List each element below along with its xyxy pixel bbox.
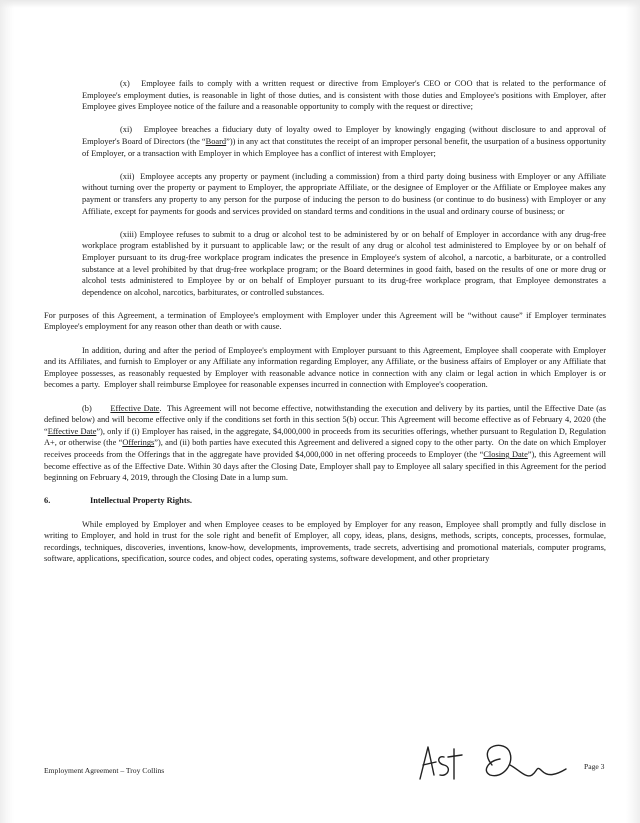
- section-6-paragraph: While employed by Employer and when Employee ceases to be employed by Employer for any reason, Employee shall promptly and fully disclose in writing to Employer, and hold in trust for the sole right and benefit of Employer, all copy, ideas, plans, designs, methods, scripts, concepts, processes, formulae, recordings, techniques, discoveries, inventions, know-how, developments, improvements, trade secrets, advertising and promotional materials, computer programs, software, applications, specification, source codes, and object codes, operating systems, software development, and other proprietary: [44, 519, 606, 564]
- section-6-title: Intellectual Property Rights.: [90, 496, 192, 506]
- clause-xi: [44, 124, 606, 159]
- section-6-heading: [44, 495, 606, 507]
- clause-xi-text-2: ”)) in any act that constitutes the receipt of an improper personal benefit, the usurpation of a business opportunity of Employer, or a transaction with Employer in which Employee has a conflict of interest with Employer;: [82, 136, 606, 158]
- effective-text-4: ”), this Agreement will become effective as of the Effective Date. Within 30 days after the Closing Date, Employer shall pay to Employee all salary specified in this Agreement for the period beginning on February 4, 2019, through the Closing Date in a lump sum.: [44, 450, 606, 483]
- section-6-number: 6.: [44, 496, 51, 506]
- without-cause-paragraph: For purposes of this Agreement, a termination of Employee's employment with Employer under this Agreement will be “without cause” if Employer terminates Employee's employment for any reason other than death or with cause.: [44, 310, 606, 332]
- defined-term-board: Board: [205, 136, 227, 146]
- cooperation-paragraph: In addition, during and after the period of Employee's employment with Employer pursuant to this Agreement, Employee shall cooperate with Employer and its Affiliates, and furnish to Employer or any Affiliate any information regarding Employer, any Affiliate, or the business affairs of Employer or any Affiliate that Employee possesses, as reasonably requested by Employer with reasonable advance notice in connection with any claim or legal action in which Employer is or becomes a party. Employer shall reimburse Employee for reasonable expenses incurred in connection with Employee's cooperation.: [44, 345, 606, 390]
- defined-term-offerings: Offerings: [122, 438, 155, 448]
- clause-xi-text-1: (xi) Employee breaches a fiduciary duty of loyalty owed to Employer by knowingly engaging (without disclosure to and approval of Employer's Board of Directors (the “: [82, 125, 606, 146]
- signature-initials: [414, 735, 574, 787]
- clause-x: (x) Employee fails to comply with a written request or directive from Employer's CEO or COO that is related to the performance of Employee's employment duties, is reasonable in light of those duties, and is consistent with those duties and Employee's positions with Employer, after Employee gives Employee notice of the failure and a reasonable opportunity to comply with the request or directive;: [82, 79, 606, 112]
- effective-date-label: (b): [82, 403, 92, 413]
- effective-date-paragraph: [44, 403, 606, 484]
- defined-term-closing-date: Closing Date: [483, 450, 528, 459]
- effective-text-3: ”), and (ii) both parties have executed this Agreement and delivered a signed copy to the other party. On the date on which Employer receives proceeds from the Offerings that in the aggregate have provided $4,000,000 in net offering proceeds to Employer (the “: [44, 438, 607, 459]
- effective-text-2: ”), only if (i) Employer has raised, in the aggregate, $4,000,000 in proceeds from its securities offerings, whether pursuant to Regulation D, Regulation A+, or otherwise (the “: [44, 426, 606, 448]
- clause-xiii: (xiii) Employee refuses to submit to a drug or alcohol test to be administered by or on behalf of Employer in accordance with any drug-free workplace program established by it pursuant to applicable law; or the result of any drug or alcohol test administered to Employee by or on behalf of Employer pursuant to its drug-free workplace program indicates the presence in Employee's system of alcohol, a narcotic, a barbiturate, or a controlled substance at a level prohibited by that drug-free workplace program; or the Board determines in good faith, based on the results of one or more drug or alcohol tests administered to Employee by or on behalf of Employer pursuant to its drug-free workplace program, that Employee demonstrates a dependence on alcohol, narcotics, barbiturates, or controlled substances.: [82, 229, 606, 297]
- effective-date-title: Effective Date: [110, 403, 160, 413]
- footer-title: Employment Agreement – Troy Collins: [44, 766, 165, 775]
- effective-text-1: . This Agreement will not become effective, notwithstanding the execution and delivery by its parties, until the Effective Date (as defined below) and will become effective only if the conditions set forth in this section 5(b) occur. This Agreement will become effective as of February 4, 2020 (the “: [44, 403, 607, 436]
- page-number: Page 3: [584, 762, 605, 771]
- clause-xii: (xii) Employee accepts any property or payment (including a commission) from a third party doing business with Employer or any Affiliate without turning over the property or payment to Employer, the appropriate Affiliate, or the designee of Employer or the Affiliate or Employee makes any payment or transfers any property to any person for the purpose of inducing the person to do business (or continue to do business) with Employer or any Affiliate, except for payments for goods and services provided on standard terms and conditions in the usual and ordinary course of business; or: [82, 171, 606, 216]
- scan-edge: [0, 0, 640, 8]
- defined-term-effective-date: Effective Date: [47, 426, 97, 436]
- document-body: [44, 78, 606, 577]
